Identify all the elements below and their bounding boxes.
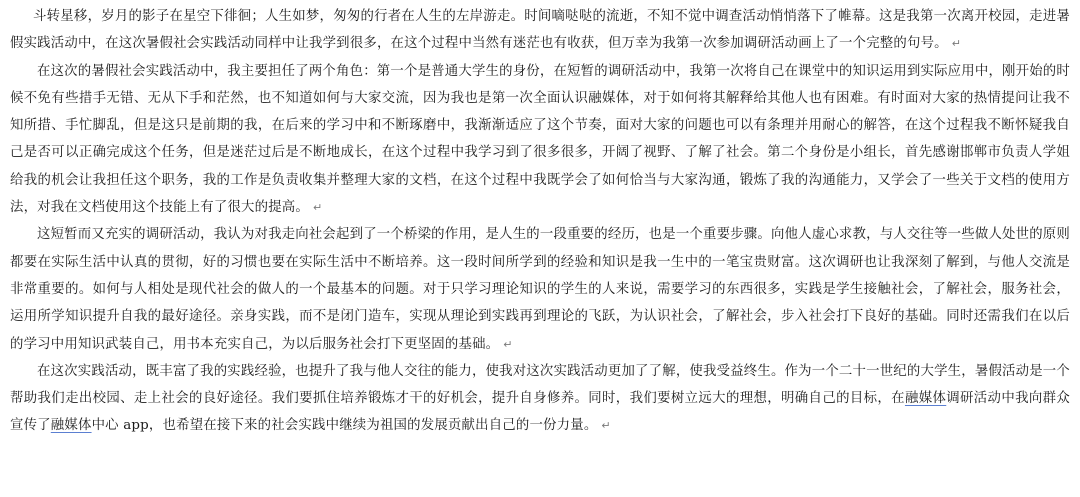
spellcheck-underlined-term: 融媒体 <box>50 418 92 434</box>
paragraph-mark-icon: ↵ <box>951 37 962 51</box>
spellcheck-underlined-term: 融媒体 <box>904 391 947 407</box>
paragraph-1 <box>10 3 1070 58</box>
paragraph-4-text-after: 中心 app，也希望在接下来的社会实践中继续为祖国的发展贡献出自己的一份力量。 <box>91 418 598 434</box>
paragraph-mark-icon: ↵ <box>503 337 513 351</box>
paragraph-4-text-before: 在这次实践活动，既丰富了我的实践经验，也提升了我与他人交往的能力，使我对这次实践活动更加了了解，使我受益终生。作为一个二十一世纪的大学生，暑假活动是一个帮助我们走出校园、走上社会的良好途径。我们要抓住培养锻炼才干的好机会，提升自身修养。同时，我们要树立远大的理想，明确自己的目标，在 <box>10 363 1070 407</box>
paragraph-1-text: 斗转星移，岁月的影子在星空下徘徊；人生如梦，匆匆的行者在人生的左岸游走。时间嘀哒哒的流逝，不知不觉中调查活动悄悄落下了帷幕。这是我第一次离开校园，走进暑假实践活动中，在这次暑假社会实践活动同样中让我学到很多，在这个过程中当然有迷茫也有收获，但万幸为我第一次参加调研活动画上了一个完整的句号。 <box>10 9 1070 52</box>
paragraph-4 <box>10 358 1070 440</box>
paragraph-mark-icon: ↵ <box>313 201 323 215</box>
paragraph-4-text-middle: 调研活动中我向群众宣传了 <box>10 391 1070 434</box>
paragraph-3 <box>10 221 1070 357</box>
paragraph-2 <box>10 58 1070 222</box>
paragraph-2-text: 在这次的暑假社会实践活动中，我主要担任了两个角色：第一个是普通大学生的身份，在短暂的调研活动中，我第一次将自己在课堂中的知识运用到实际应用中，刚开始的时候不免有些措手无错、无从下手和茫然，也不知道如何与大家交流，因为我也是第一次全面认识融媒体，对于如何将其解释给其他人也有困难。有时面对大家的热情提问让我不知所措、手忙脚乱，但是这只是前期的我，在后来的学习中和不断琢磨中，我渐渐适应了这个节奏，面对大家的问题也可以有条理并用耐心的解答，在这个过程我不断怀疑我自己是否可以正确完成这个任务，但是迷茫过后是不断地成长，在这个过程中我学习到了很多很多，开阔了视野、了解了社会。第二个身份是小组长，首先感谢邯郸市负责人学姐给我的机会让我担任这个职务，我的工作是负责收集并整理大家的文档，在这个过程中我既学会了如何恰当与大家沟通，锻炼了我的沟通能力，又学会了一些关于文档的使用方法，对我在文档使用这个技能上有了很大的提高。 <box>10 63 1070 216</box>
paragraph-mark-icon: ↵ <box>601 419 611 433</box>
paragraph-3-text: 这短暂而又充实的调研活动，我认为对我走向社会起到了一个桥梁的作用，是人生的一段重要的经历，也是一个重要步骤。向他人虚心求教，与人交往等一些做人处世的原则都要在实际生活中认真的贯彻，好的习惯也要在实际生活中不断培养。这一段时间所学到的经验和知识是我一生中的一笔宝贵财富。这次调研也让我深刻了解到，与他人交流是非常重要的。如何与人相处是现代社会的做人的一个最基本的问题。对于只学习理论知识的学生的人来说，需要学习的东西很多，实践是学生接触社会，了解社会，服务社会，运用所学知识提升自我的最好途径。亲身实践，而不是闭门造车，实现从理论到实践再到理论的飞跃，为认识社会，了解社会，步入社会打下良好的基础。同时还需我们在以后的学习中用知识武装自己，用书本充实自己，为以后服务社会打下更坚固的基础。 <box>10 227 1070 352</box>
